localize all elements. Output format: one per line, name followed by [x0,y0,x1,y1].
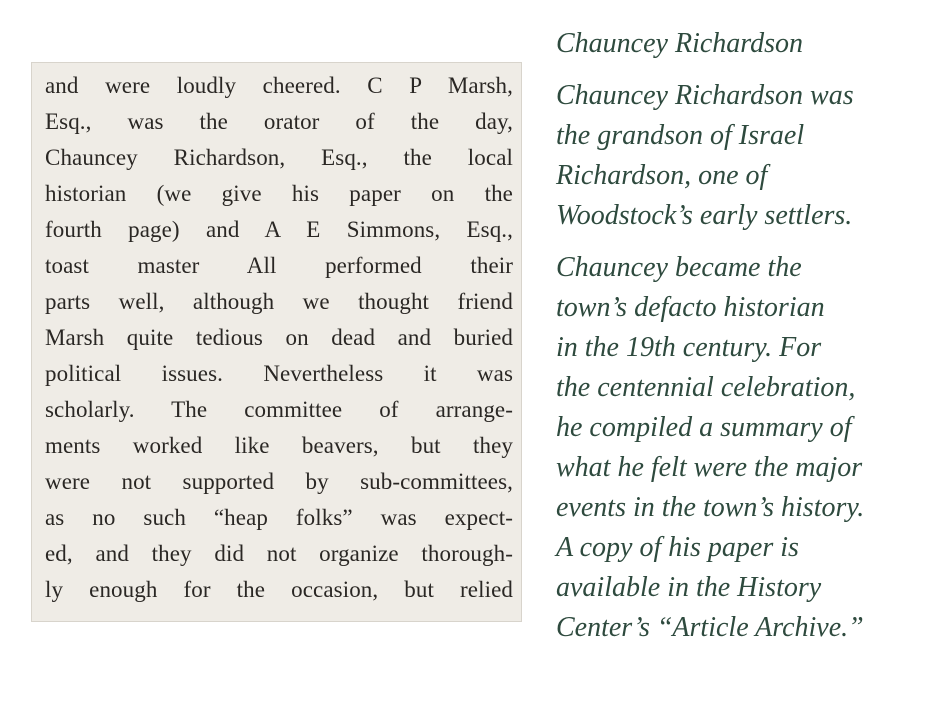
caption-line: Richardson, one of [556,160,768,191]
caption-line: Woodstock’s early settlers. [556,200,853,231]
caption-line: events in the town’s history. [556,492,865,523]
clipping-line: scholarly. The committee of arrange- [45,397,513,422]
clipping-line: ed, and they did not organize thorough- [45,541,513,566]
clipping-line: political issues. Nevertheless it was [45,361,513,386]
caption-line: in the 19th century. For [556,332,822,363]
clipping-line: ments worked like beavers, but they [45,433,513,458]
caption-line: the centennial celebration, [556,372,856,403]
clipping-line: Chauncey Richardson, Esq., the local [45,145,513,170]
caption-paragraph-1 [556,76,940,236]
caption-line: available in the History [556,572,822,603]
caption-text [556,24,940,660]
caption-title: Chauncey Richardson [556,28,804,59]
clipping-line: ly enough for the occasion, but relied [45,577,513,602]
caption-line: Center’s “Article Archive.” [556,612,864,643]
caption-line: town’s defacto historian [556,292,825,323]
newspaper-clipping-image [31,62,522,622]
caption-line: what he felt were the major [556,452,863,483]
clipping-line: were not supported by sub-committees, [45,469,513,494]
caption-line: A copy of his paper is [556,532,799,563]
clipping-line: Marsh quite tedious on dead and buried [45,325,513,350]
clipping-line: Esq., was the orator of the day, [45,109,513,134]
clipping-line: and were loudly cheered. C P Marsh, [45,73,513,98]
clipping-line: fourth page) and A E Simmons, Esq., [45,217,513,242]
caption-line: Chauncey Richardson was [556,80,854,111]
clipping-line: historian (we give his paper on the [45,181,513,206]
caption-line: the grandson of Israel [556,120,805,151]
clipping-line: toast master All performed their [45,253,513,278]
caption-line: he compiled a summary of [556,412,852,443]
caption-line: Chauncey became the [556,252,802,283]
caption-paragraph-2 [556,248,940,648]
clipping-line: as no such “heap folks” was expect- [45,505,513,530]
clipping-line: parts well, although we thought friend [45,289,513,314]
